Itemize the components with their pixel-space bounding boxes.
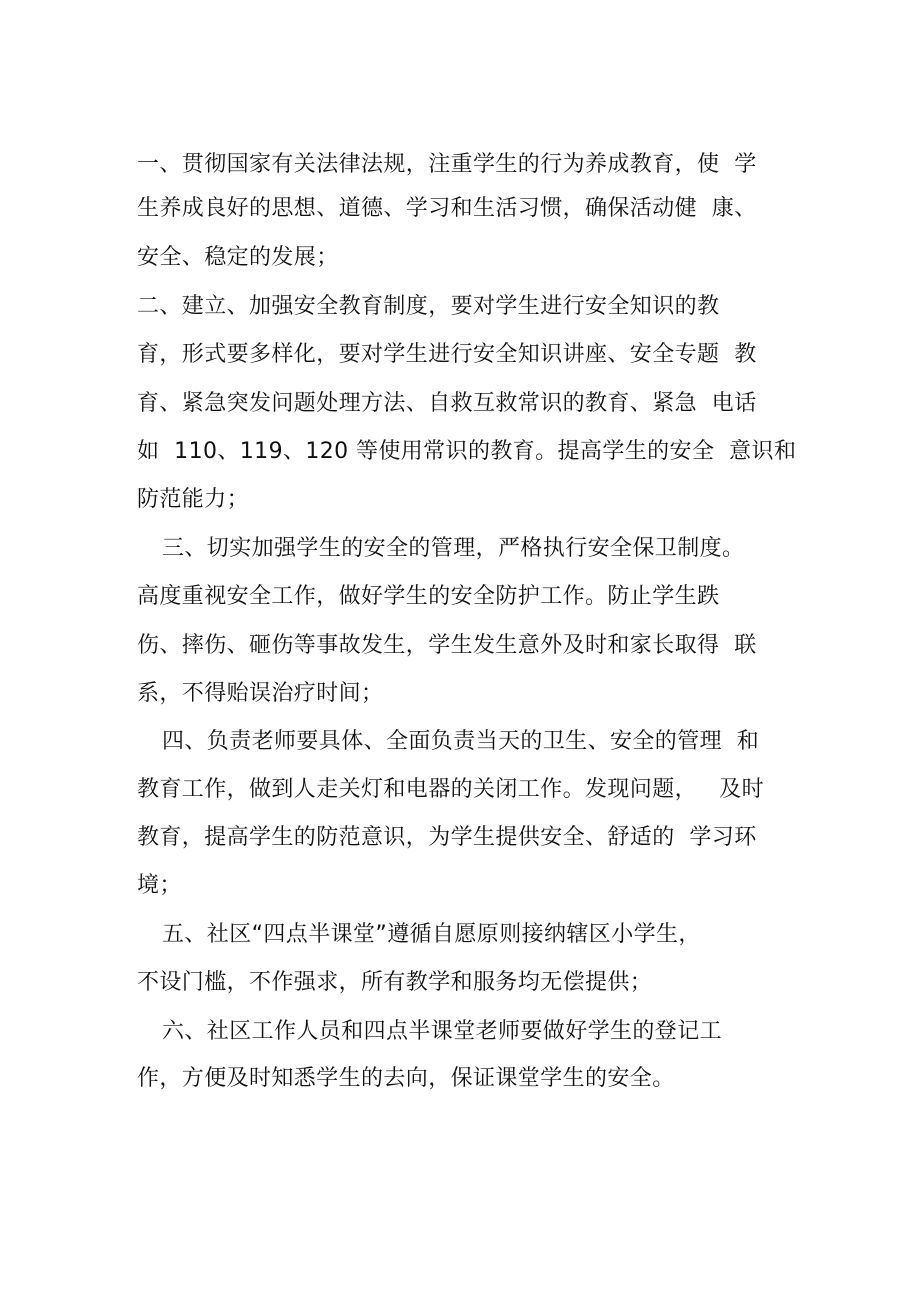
text-line: 作，方便及时知悉学生的去向，保证课堂学生的安全。: [137, 1066, 675, 1091]
text-line: 不设门槛，不作强求，所有教学和服务均无偿提供；: [137, 970, 653, 995]
text-line: 育、紧急突发问题处理方法、自救互救常识的教育、紧急 电话: [137, 391, 757, 416]
text-line: 境；: [137, 873, 182, 898]
text-line: 系，不得贻误治疗时间；: [137, 681, 384, 706]
text-line: 育，形式要多样化，要对学生进行安全知识讲座、安全专题 教: [137, 342, 757, 367]
text-line: 二、建立、加强安全教育制度，要对学生进行安全知识的教: [137, 294, 720, 319]
text-line: 如 110、119、120 等使用常识的教育。提高学生的安全 意识和: [137, 439, 797, 464]
text-line: 安全、稳定的发展；: [137, 245, 339, 270]
text-line: 防范能力；: [137, 487, 250, 512]
text-line: 一、贯彻国家有关法律法规，注重学生的行为养成教育，使 学: [137, 152, 757, 177]
text-line: 五、社区“四点半课堂”遵循自愿原则接纳辖区小学生，: [162, 922, 701, 947]
text-line: 四、负责老师要具体、全面负责当天的卫生、安全的管理 和: [162, 729, 760, 754]
text-line: 六、社区工作人员和四点半课堂老师要做好学生的登记工: [162, 1019, 723, 1044]
text-line: 伤、摔伤、砸伤等事故发生，学生发生意外及时和家长取得 联: [137, 633, 757, 658]
text-line: 三、切实加强学生的安全的管理，严格执行安全保卫制度。: [162, 536, 745, 561]
text-line: 高度重视安全工作，做好学生的安全防护工作。防止学生跌: [137, 584, 720, 609]
text-line: 教育，提高学生的防范意识，为学生提供安全、舒适的 学习环: [137, 825, 757, 850]
text-line: 生养成良好的思想、道德、学习和生活习惯，确保活动健 康、: [137, 196, 757, 221]
text-line: 教育工作，做到人走关灯和电器的关闭工作。发现问题， 及时: [137, 777, 764, 802]
